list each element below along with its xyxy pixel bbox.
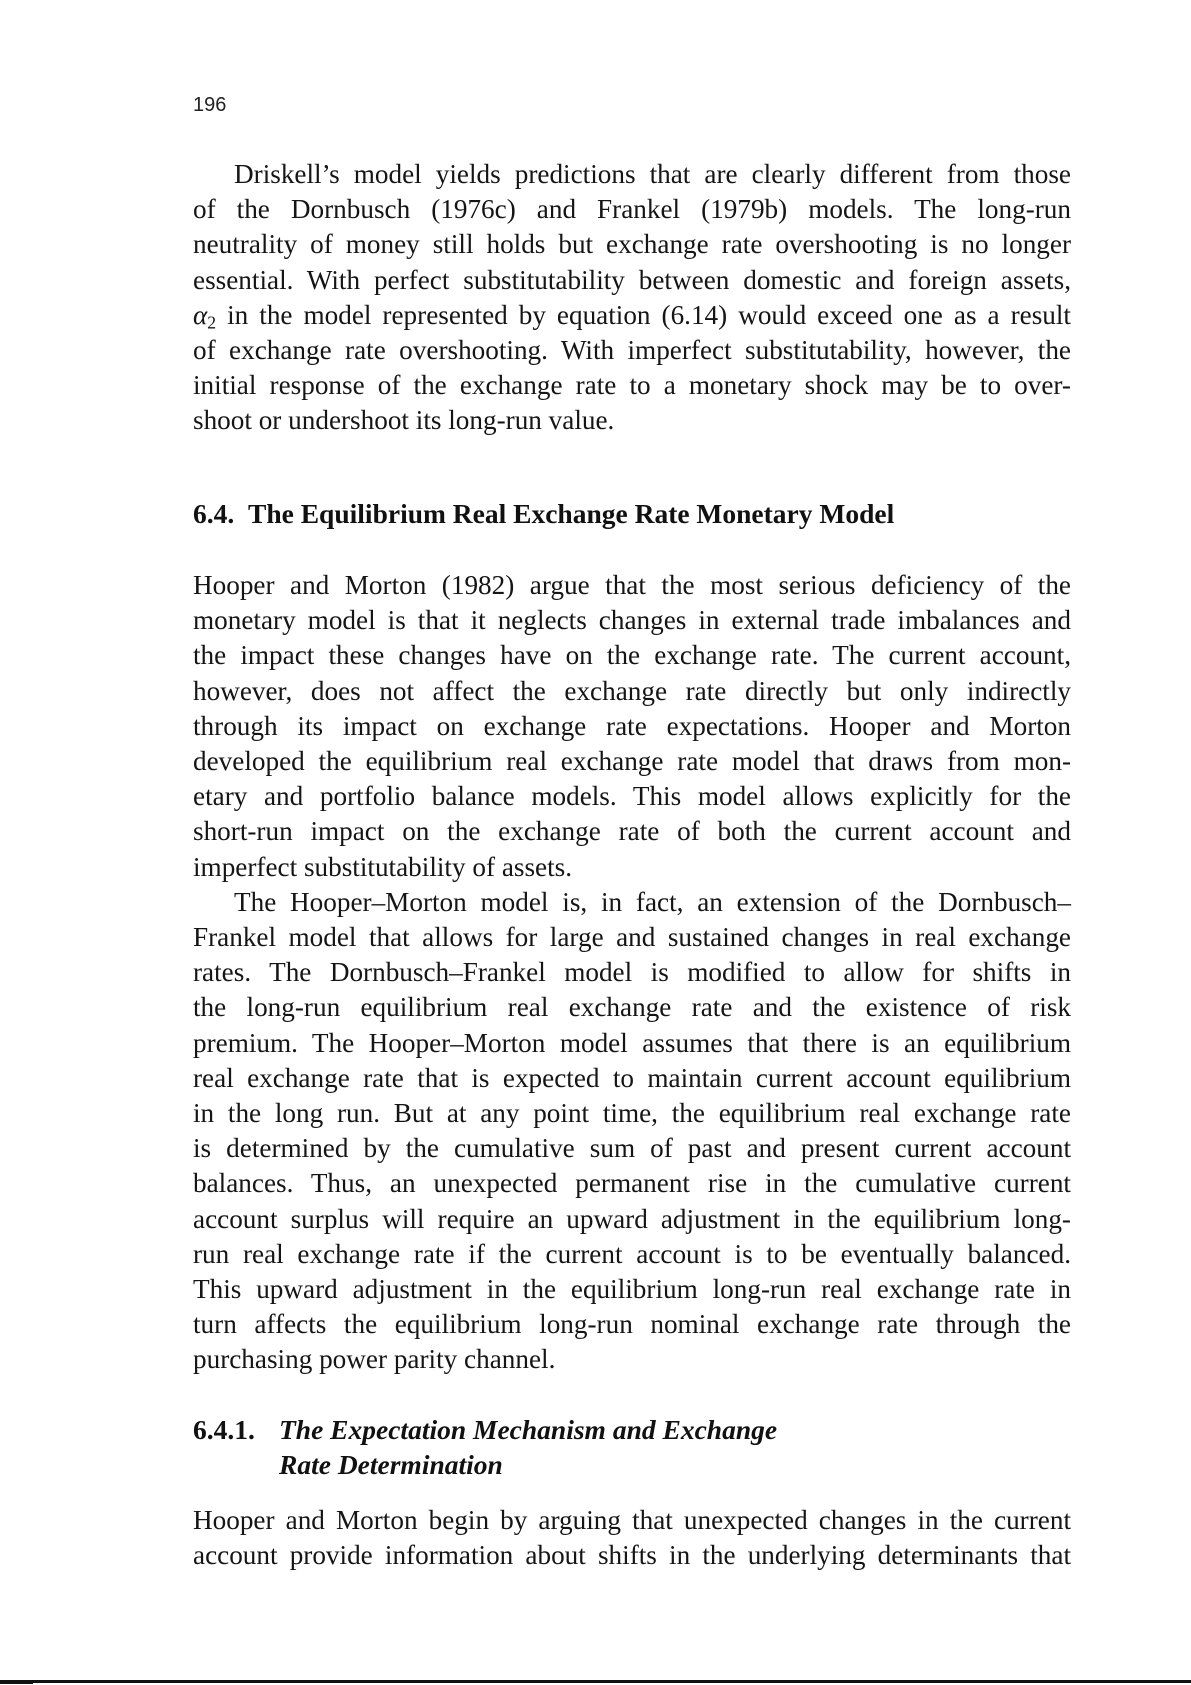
subsection-heading: [193, 1412, 777, 1482]
text-line: balances. Thus, an unexpected permanent rise in the cumulative current: [193, 1168, 1071, 1199]
text-line: through its impact on exchange rate expectations. Hooper and Morton: [193, 710, 1071, 741]
text-line: of the Dornbusch (1976c) and Frankel (1979b) models. The long-run: [193, 194, 1071, 225]
text-line: short-run impact on the exchange rate of both the current account and: [193, 816, 1071, 847]
text-line: monetary model is that it neglects changes in external trade imbalances and: [193, 605, 1071, 636]
text-line: the impact these changes have on the exchange rate. The current account,: [193, 640, 1071, 671]
text-line: essential. With perfect substitutability between domestic and foreign assets,: [193, 264, 1071, 295]
page-number: 196: [193, 94, 227, 116]
text-fragment: in the model represented by equation (6.14) would exceed one as a result: [216, 299, 1071, 330]
text-line: etary and portfolio balance models. This model allows explicitly for the: [193, 781, 1071, 812]
text-line: account surplus will require an upward adjustment in the equilibrium long-: [193, 1203, 1071, 1234]
text-line: neutrality of money still holds but exchange rate overshooting is no longer: [193, 229, 1071, 260]
text-line: in the long run. But at any point time, the equilibrium real exchange rate: [193, 1098, 1071, 1129]
page-bottom-rule: [0, 1680, 1191, 1683]
section-title: The Equilibrium Real Exchange Rate Monetary Model: [248, 498, 895, 529]
text-line: The Hooper–Morton model is, in fact, an extension of the Dornbusch–: [234, 886, 1071, 917]
text-line: run real exchange rate if the current account is to be eventually balanced.: [193, 1238, 1071, 1269]
text-line: Frankel model that allows for large and sustained changes in real exchange: [193, 922, 1071, 953]
page-bottom-rule-stub: [0, 1682, 33, 1684]
text-line: This upward adjustment in the equilibrium long-run real exchange rate in: [193, 1274, 1071, 1305]
text-line: account provide information about shifts in the underlying determinants that: [193, 1540, 1071, 1571]
text-line: is determined by the cumulative sum of past and present current account: [193, 1133, 1071, 1164]
paragraph-driskell: [193, 157, 1071, 439]
section-number: 6.4.: [193, 498, 235, 529]
text-line: shoot or undershoot its long-run value.: [193, 405, 615, 436]
text-line: of exchange rate overshooting. With imperfect substitutability, however, the: [193, 335, 1071, 366]
text-line: Hooper and Morton (1982) argue that the most serious deficiency of the: [193, 570, 1071, 600]
text-line: purchasing power parity channel.: [193, 1344, 556, 1375]
text-line: imperfect substitutability of assets.: [193, 851, 573, 882]
section-heading: [193, 498, 894, 530]
text-line: rates. The Dornbusch–Frankel model is modified to allow for shifts in: [193, 957, 1071, 988]
subsection-number: 6.4.1.: [193, 1414, 255, 1445]
text-line: however, does not affect the exchange rate directly but only indirectly: [193, 675, 1071, 706]
text-line: Hooper and Morton begin by arguing that unexpected changes in the current: [193, 1505, 1071, 1535]
subsection-title-line1: The Expectation Mechanism and Exchange: [279, 1414, 778, 1445]
paragraph-hooper-morton-intro: [193, 568, 1071, 1378]
text-line: turn affects the equilibrium long-run nominal exchange rate through the: [193, 1309, 1071, 1340]
alpha-subscript: 2: [207, 312, 217, 333]
text-line: the long-run equilibrium real exchange rate and the existence of risk: [193, 992, 1071, 1023]
paragraph-expectation: [193, 1503, 1071, 1573]
text-line: premium. The Hooper–Morton model assumes that there is an equilibrium: [193, 1027, 1071, 1058]
text-line: developed the equilibrium real exchange rate model that draws from mon-: [193, 746, 1071, 777]
text-line-with-symbol: [193, 298, 1071, 333]
text-line: real exchange rate that is expected to maintain current account equilibrium: [193, 1062, 1071, 1093]
text-line: Driskell’s model yields predictions that are clearly different from those: [234, 159, 1071, 189]
text-line: initial response of the exchange rate to a monetary shock may be to over-: [193, 370, 1071, 401]
alpha-symbol: α: [193, 299, 208, 330]
subsection-title-line2: Rate Determination: [279, 1449, 503, 1480]
